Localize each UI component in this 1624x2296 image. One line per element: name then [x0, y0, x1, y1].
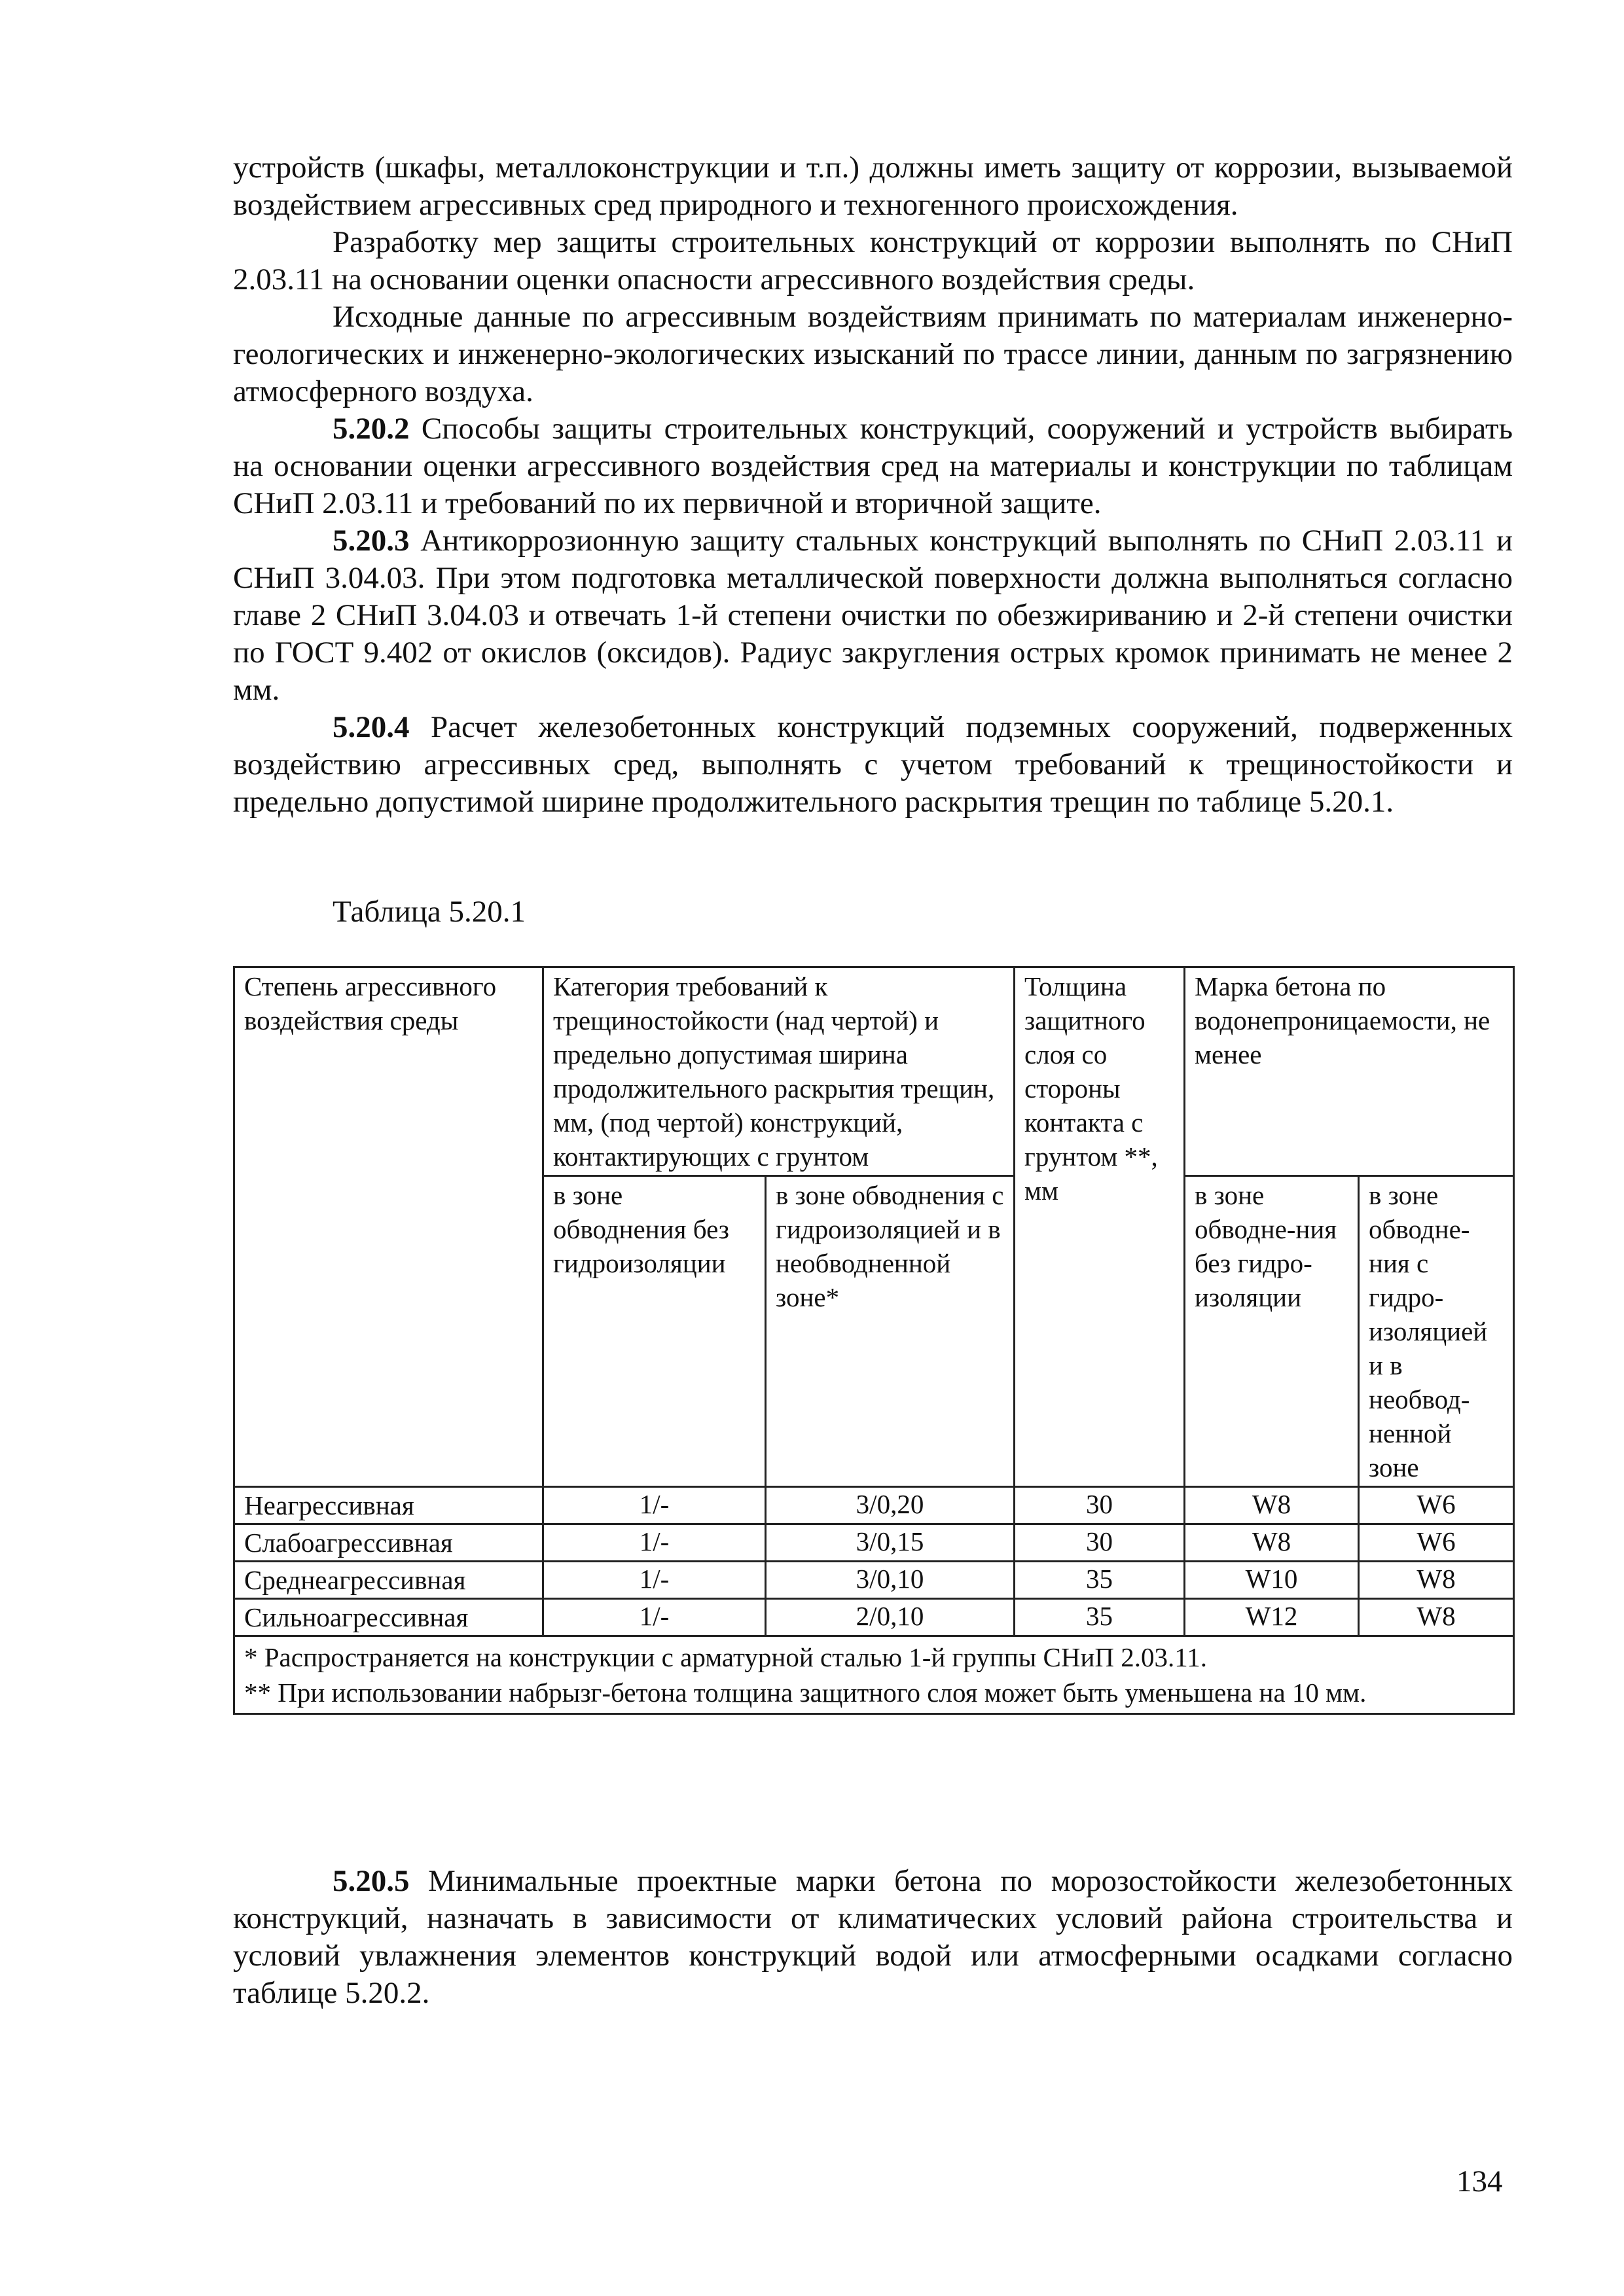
table-notes-row — [234, 1636, 1514, 1714]
section-text: Расчет железобетонных конструкций подземных сооружений, подверженных воздействию агрессивных сред, выполнять с учетом требований к трещиностойкости и предельно допустимой ширине продолжительного раскрытия трещин по таблице 5.20.1. — [233, 710, 1513, 819]
cell-c1: 1/- — [543, 1562, 766, 1599]
cell-thickness: 30 — [1015, 1524, 1185, 1562]
header-category: Категория требований к трещиностойкости (над чертой) и предельно допустимая ширина продолжительного раскрытия трещин, мм, (под чертой) конструкций, контактирующих с грунтом — [543, 967, 1015, 1176]
cell-thickness: 30 — [1015, 1487, 1185, 1524]
table-row — [234, 1562, 1514, 1599]
section-5-20-2 — [233, 410, 1513, 522]
header-thickness: Толщина защитного слоя со стороны контакта с грунтом **, мм — [1015, 967, 1185, 1487]
header-grade: Марка бетона по водонепроницаемости, не менее — [1185, 967, 1514, 1176]
paragraph-intro-2: Разработку мер защиты строительных конструкций от коррозии выполнять по СНиП 2.03.11 на основании оценки опасности агрессивного воздействия среды. — [233, 225, 1513, 296]
cell-thickness: 35 — [1015, 1599, 1185, 1636]
header-grade-sub1: в зоне обводне-ния без гидро-изоляции — [1185, 1176, 1359, 1487]
section-text: Способы защиты строительных конструкций, сооружений и устройств выбирать на основании оценки агрессивного воздействия сред на материалы и конструкции по таблицам СНиП 2.03.11 и требований по их первичной и вторичной защите. — [233, 412, 1513, 520]
section-5-20-4 — [233, 709, 1513, 821]
page-number: 134 — [1456, 2164, 1503, 2198]
cell-g1: W8 — [1185, 1524, 1359, 1562]
section-number: 5.20.2 — [333, 412, 410, 446]
cell-degree: Слабоагрессивная — [234, 1524, 543, 1562]
cell-g1: W10 — [1185, 1562, 1359, 1599]
table-caption: Таблица 5.20.1 — [333, 895, 526, 929]
cell-c2: 2/0,10 — [766, 1599, 1015, 1636]
table-5-20-1 — [233, 966, 1515, 1715]
table-header-row — [234, 967, 1514, 1176]
table-note-1: * Распространяется на конструкции с арматурной сталью 1-й группы СНиП 2.03.11. — [244, 1642, 1208, 1672]
header-degree: Степень агрессивного воздействия среды — [234, 967, 543, 1487]
section-5-20-5 — [233, 1863, 1513, 2012]
table-row — [234, 1599, 1514, 1636]
header-grade-sub2: в зоне обводне-ния с гидро-изоляцией и в необвод-ненной зоне — [1359, 1176, 1514, 1487]
cell-degree: Среднеагрессивная — [234, 1562, 543, 1599]
section-number: 5.20.3 — [333, 524, 410, 558]
cell-g1: W8 — [1185, 1487, 1359, 1524]
cell-c1: 1/- — [543, 1599, 766, 1636]
header-category-sub2: в зоне обводнения с гидроизоляцией и в необводненной зоне* — [766, 1176, 1015, 1487]
paragraph-intro-1: устройств (шкафы, металлоконструкции и т.п.) должны иметь защиту от коррозии, вызываемой воздействием агрессивных сред природного и техногенного происхождения. — [233, 151, 1513, 222]
table-row — [234, 1487, 1514, 1524]
cell-g2: W8 — [1359, 1562, 1514, 1599]
cell-g2: W6 — [1359, 1524, 1514, 1562]
cell-degree: Сильноагрессивная — [234, 1599, 543, 1636]
page-body — [233, 149, 1513, 2010]
cell-thickness: 35 — [1015, 1562, 1185, 1599]
header-category-sub1: в зоне обводнения без гидроизоляции — [543, 1176, 766, 1487]
section-number: 5.20.4 — [333, 710, 410, 744]
table-note-2: ** При использовании набрызг-бетона толщина защитного слоя может быть уменьшена на 10 мм. — [244, 1677, 1367, 1708]
section-text: Антикоррозионную защиту стальных конструкций выполнять по СНиП 2.03.11 и СНиП 3.04.03. При этом подготовка металлической поверхности должна выполняться согласно главе 2 СНиП 3.04.03 и отвечать 1-й степени очистки по обезжириванию и 2-й степени очистки по ГОСТ 9.402 от окислов (оксидов). Радиус закругления острых кромок принимать не менее 2 мм. — [233, 524, 1513, 707]
paragraph-intro-3: Исходные данные по агрессивным воздействиям принимать по материалам инженерно-геологических и инженерно-экологических изысканий по трассе линии, данным по загрязнению атмосферного воздуха. — [233, 300, 1513, 408]
cell-c1: 1/- — [543, 1524, 766, 1562]
table-notes — [234, 1636, 1514, 1714]
cell-g2: W8 — [1359, 1599, 1514, 1636]
section-number: 5.20.5 — [333, 1864, 410, 1898]
cell-c2: 3/0,20 — [766, 1487, 1015, 1524]
cell-g2: W6 — [1359, 1487, 1514, 1524]
cell-c2: 3/0,15 — [766, 1524, 1015, 1562]
cell-c1: 1/- — [543, 1487, 766, 1524]
section-text: Минимальные проектные марки бетона по морозостойкости железобетонных конструкций, назначать в зависимости от климатических условий района строительства и условий увлажнения элементов конструкций водой или атмосферными осадками согласно таблице 5.20.2. — [233, 1864, 1513, 2010]
cell-g1: W12 — [1185, 1599, 1359, 1636]
cell-degree: Неагрессивная — [234, 1487, 543, 1524]
table-row — [234, 1524, 1514, 1562]
section-5-20-3 — [233, 522, 1513, 709]
cell-c2: 3/0,10 — [766, 1562, 1015, 1599]
